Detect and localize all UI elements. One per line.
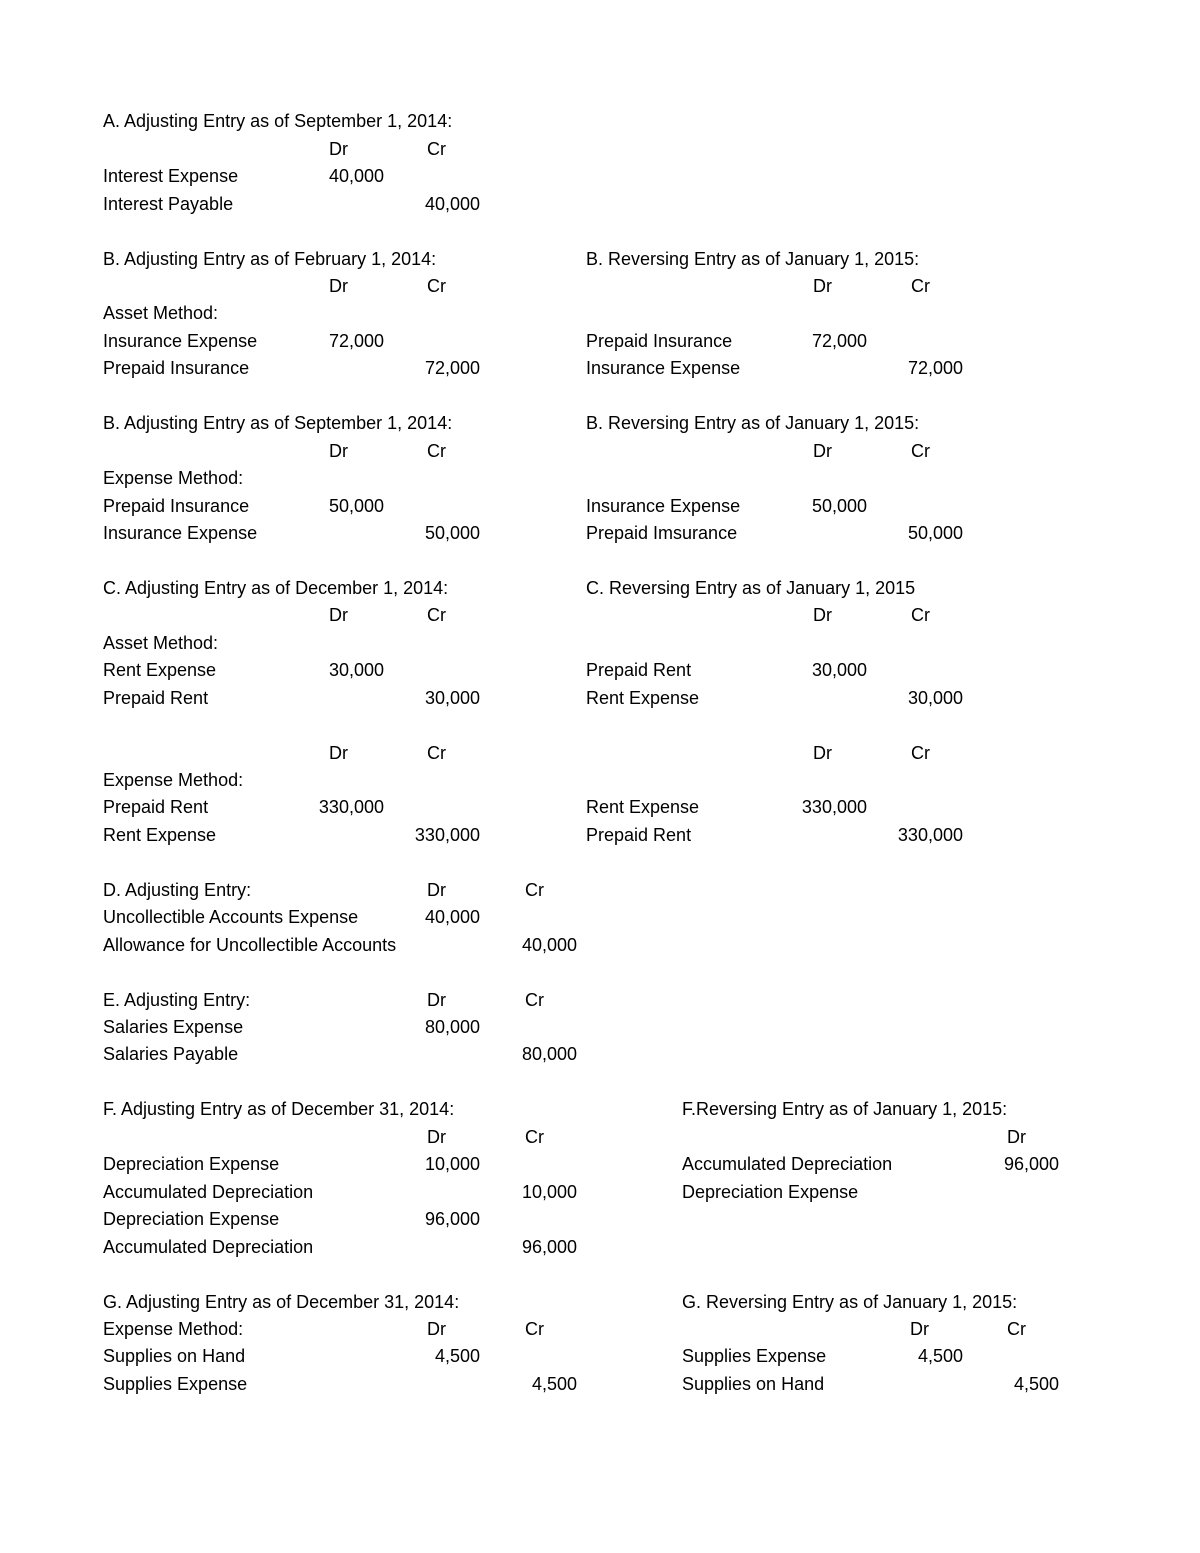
section-g-title: G. Adjusting Entry as of December 31, 2014: [103,1292,460,1312]
section-b1rev-dr-header: Dr [813,276,832,296]
section-b2-row2-cr: 50,000 [424,523,480,543]
section-f-title: F. Adjusting Entry as of December 31, 2014: [103,1099,455,1119]
section-c2rev-row2-cr: 330,000 [897,825,963,845]
section-g-cr-header: Cr [525,1319,544,1339]
section-b2rev-row2-cr: 50,000 [907,523,963,543]
section-b1rev-row2-account: Insurance Expense [586,358,741,378]
section-c1-cr-header: Cr [427,605,446,625]
section-grev-row1-account: Supplies Expense [682,1346,827,1366]
section-a-row1-dr: 40,000 [328,166,384,186]
section-a-row2-cr: 40,000 [424,194,480,214]
section-b1-title: B. Adjusting Entry as of February 1, 2014: [103,249,437,269]
section-g-row2-account: Supplies Expense [103,1374,248,1394]
section-b1rev-cr-header: Cr [911,276,930,296]
section-frev-title: F.Reversing Entry as of January 1, 2015: [682,1099,1008,1119]
section-c2-dr-header: Dr [329,743,348,763]
section-a-row2-account: Interest Payable [103,194,234,214]
section-c1-row2-account: Prepaid Rent [103,688,209,708]
section-c2rev-dr-header: Dr [813,743,832,763]
section-d-dr-header: Dr [427,880,446,900]
section-c1-dr-header: Dr [329,605,348,625]
section-d-title: D. Adjusting Entry: [103,880,252,900]
section-c1rev-dr-header: Dr [813,605,832,625]
section-c1-row1-dr: 30,000 [328,660,384,680]
section-b2rev-row1-account: Insurance Expense [586,496,741,516]
section-b2rev-dr-header: Dr [813,441,832,461]
section-g-row2-cr: 4,500 [531,1374,577,1394]
section-f-cr-header: Cr [525,1127,544,1147]
section-frev-row1-dr: 96,000 [1003,1154,1059,1174]
section-e-cr-header: Cr [525,990,544,1010]
section-g-row1-dr: 4,500 [434,1346,480,1366]
section-c2rev-row2-account: Prepaid Rent [586,825,692,845]
section-e-title: E. Adjusting Entry: [103,990,251,1010]
section-b2rev-title: B. Reversing Entry as of January 1, 2015: [586,413,920,433]
section-f-row4-account: Accumulated Depreciation [103,1237,314,1257]
section-c2rev-row1-account: Rent Expense [586,797,700,817]
section-c1-title: C. Adjusting Entry as of December 1, 2014: [103,578,449,598]
section-c1rev-row1-dr: 30,000 [811,660,867,680]
section-f-row3-dr: 96,000 [424,1209,480,1229]
section-b1-row1-account: Insurance Expense [103,331,258,351]
section-grev-cr-header: Cr [1007,1319,1026,1339]
section-e-row2-account: Salaries Payable [103,1044,239,1064]
section-grev-row1-dr: 4,500 [917,1346,963,1366]
section-d-row1-account: Uncollectible Accounts Expense [103,907,359,927]
section-grev-title: G. Reversing Entry as of January 1, 2015: [682,1292,1018,1312]
section-b2-cr-header: Cr [427,441,446,461]
section-c1rev-row2-cr: 30,000 [907,688,963,708]
section-b2rev-row1-dr: 50,000 [811,496,867,516]
section-a-title: A. Adjusting Entry as of September 1, 2014: [103,111,453,131]
section-d-row2-account: Allowance for Uncollectible Accounts [103,935,397,955]
section-frev-dr-header: Dr [1007,1127,1026,1147]
section-c2-cr-header: Cr [427,743,446,763]
section-f-row3-account: Depreciation Expense [103,1209,280,1229]
section-b2rev-cr-header: Cr [911,441,930,461]
section-f-row1-dr: 10,000 [424,1154,480,1174]
section-b2-row2-account: Insurance Expense [103,523,258,543]
section-grev-row2-account: Supplies on Hand [682,1374,825,1394]
section-e-row2-cr: 80,000 [521,1044,577,1064]
section-f-row4-cr: 96,000 [521,1237,577,1257]
section-b2-dr-header: Dr [329,441,348,461]
section-b2-method: Expense Method: [103,468,244,488]
section-b1rev-row2-cr: 72,000 [907,358,963,378]
section-c1-row2-cr: 30,000 [424,688,480,708]
section-c2-row1-account: Prepaid Rent [103,797,209,817]
section-b1-row2-cr: 72,000 [424,358,480,378]
section-f-row1-account: Depreciation Expense [103,1154,280,1174]
section-d-row2-cr: 40,000 [521,935,577,955]
section-c2rev-row1-dr: 330,000 [801,797,867,817]
section-c1rev-row2-account: Rent Expense [586,688,700,708]
section-grev-row2-cr: 4,500 [1013,1374,1059,1394]
section-c1rev-row1-account: Prepaid Rent [586,660,692,680]
section-g-method: Expense Method: [103,1319,244,1339]
section-grev-dr-header: Dr [910,1319,929,1339]
section-f-row2-cr: 10,000 [521,1182,577,1202]
section-g-dr-header: Dr [427,1319,446,1339]
section-frev-row2-account: Depreciation Expense [682,1182,859,1202]
section-c2-row1-dr: 330,000 [318,797,384,817]
section-a-dr-header: Dr [329,139,348,159]
section-b1rev-title: B. Reversing Entry as of January 1, 2015: [586,249,920,269]
section-g-row1-account: Supplies on Hand [103,1346,246,1366]
section-b2rev-row2-account: Prepaid Imsurance [586,523,738,543]
section-e-row1-dr: 80,000 [424,1017,480,1037]
section-d-cr-header: Cr [525,880,544,900]
section-frev-row1-account: Accumulated Depreciation [682,1154,893,1174]
section-b2-row1-dr: 50,000 [328,496,384,516]
section-b1-row2-account: Prepaid Insurance [103,358,250,378]
section-e-row1-account: Salaries Expense [103,1017,244,1037]
section-f-dr-header: Dr [427,1127,446,1147]
section-a-row1-account: Interest Expense [103,166,239,186]
section-b1-row1-dr: 72,000 [328,331,384,351]
section-e-dr-header: Dr [427,990,446,1010]
section-b1-method: Asset Method: [103,303,219,323]
section-c2rev-cr-header: Cr [911,743,930,763]
section-c1rev-cr-header: Cr [911,605,930,625]
section-c2-row2-cr: 330,000 [414,825,480,845]
section-c1-method: Asset Method: [103,633,219,653]
section-b1-dr-header: Dr [329,276,348,296]
section-b2-title: B. Adjusting Entry as of September 1, 2014: [103,413,453,433]
section-c2-method: Expense Method: [103,770,244,790]
section-b1-cr-header: Cr [427,276,446,296]
section-b1rev-row1-account: Prepaid Insurance [586,331,733,351]
section-f-row2-account: Accumulated Depreciation [103,1182,314,1202]
section-d-row1-dr: 40,000 [424,907,480,927]
section-b2-row1-account: Prepaid Insurance [103,496,250,516]
section-c1rev-title: C. Reversing Entry as of January 1, 2015 [586,578,916,598]
section-b1rev-row1-dr: 72,000 [811,331,867,351]
section-a-cr-header: Cr [427,139,446,159]
section-c2-row2-account: Rent Expense [103,825,217,845]
section-c1-row1-account: Rent Expense [103,660,217,680]
